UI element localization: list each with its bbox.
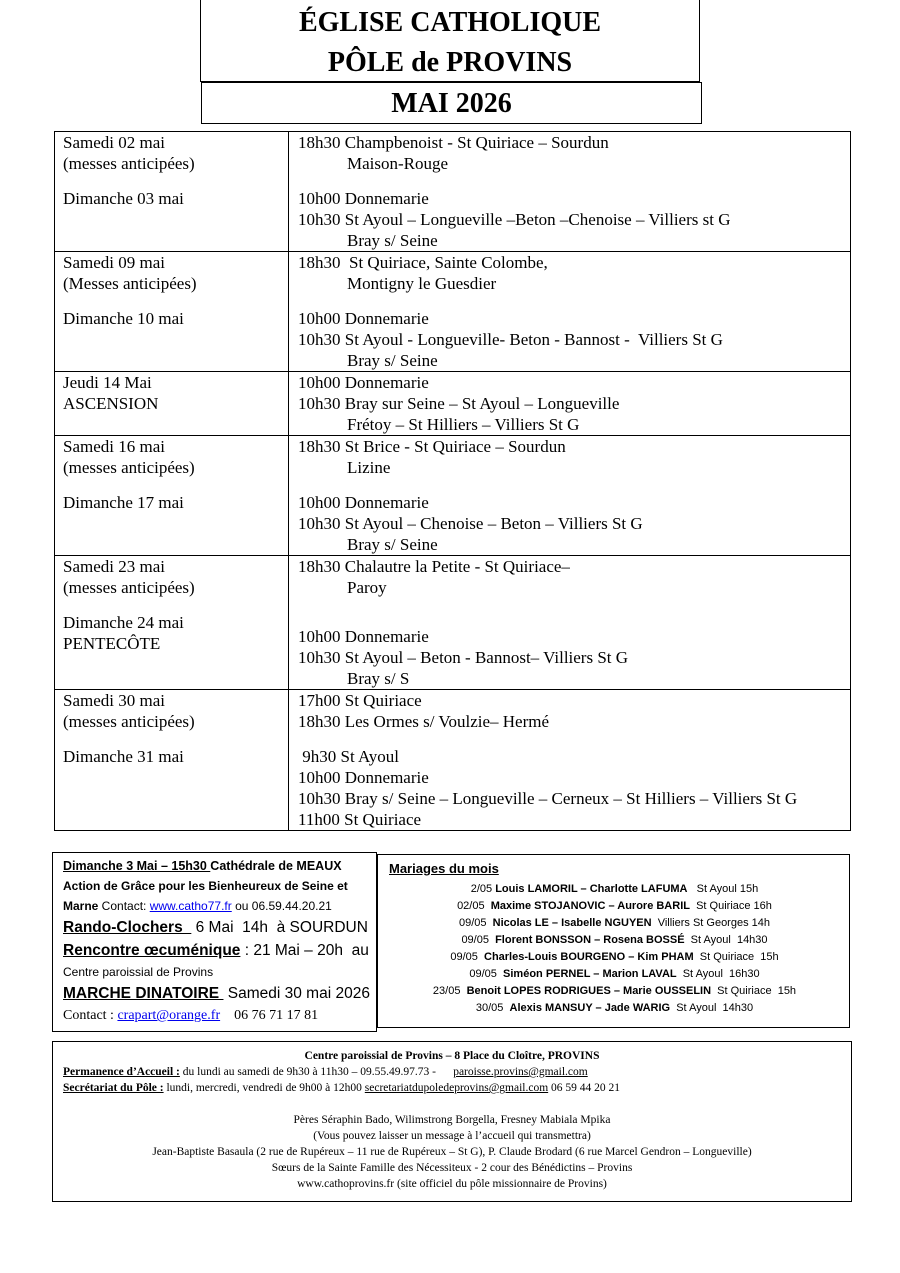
mariage-item (378, 915, 851, 932)
day-cell (55, 556, 289, 690)
mariage-item (378, 898, 851, 915)
soeurs-line: Sœurs de la Sainte Famille des Nécessiteux - 2 cour des Bénédictins – Provins (271, 1162, 633, 1174)
schedule-row (55, 252, 851, 372)
secretariat-email-link[interactable]: secretariatdupoledeprovins@gmail.com (364, 1082, 549, 1094)
mass-line: 18h30 Champbenoist - St Quiriace – Sourdun (298, 133, 609, 152)
mariage-date: 23/05 (432, 985, 467, 997)
event-meaux-place: Cathédrale de MEAUX (210, 859, 342, 873)
event-meaux-desc-1: Action de Grâce pour les Bienheureux de Seine et (63, 879, 348, 893)
mariage-place: St Quiriace 15h (711, 985, 797, 997)
mass-line: Bray s/ S (347, 669, 410, 688)
title-line-1: ÉGLISE CATHOLIQUE (298, 7, 602, 38)
mariage-names: Siméon PERNEL – Marion LAVAL (503, 968, 677, 980)
mass-line: 18h30 St Brice - St Quiriace – Sourdun (298, 437, 566, 456)
mass-line: 10h30 St Ayoul - Longueville- Beton - Bannost - Villiers St G (298, 330, 723, 349)
mass-line: 17h00 St Quiriace (298, 691, 422, 710)
day-label: Samedi 30 mai (63, 691, 165, 710)
mariage-date: 30/05 (475, 1002, 510, 1014)
day-label: (messes anticipées) (63, 458, 195, 477)
mass-line: 10h00 Donnemarie (298, 309, 429, 328)
website-line: www.cathoprovins.fr (site officiel du pôle missionnaire de Provins) (297, 1178, 607, 1190)
message-line: (Vous pouvez laisser un message à l’accueil qui transmettra) (313, 1130, 591, 1142)
mariage-item (378, 949, 851, 966)
day-label: Dimanche 24 mai (63, 613, 184, 632)
mass-line: Bray s/ Seine (347, 351, 438, 370)
schedule-row (55, 132, 851, 252)
mariage-item (378, 1000, 851, 1017)
spacer (63, 732, 288, 746)
day-label: Samedi 16 mai (63, 437, 165, 456)
permanence-line: Permanence d’Accueil : du lundi au samedi de 9h30 à 11h30 – 09.55.49.97.73 - paroisse.provins@gmail.com (63, 1066, 588, 1078)
mass-cell (289, 252, 851, 372)
mass-line: Bray s/ Seine (347, 535, 438, 554)
mariage-place: St Ayoul 14h30 (684, 934, 768, 946)
rando-clochers: Rando-Clochers 6 Mai 14h à SOURDUN (63, 919, 368, 936)
rencontre-place: Centre paroissial de Provins (63, 965, 214, 979)
day-label: Samedi 23 mai (63, 557, 165, 576)
mass-line: 10h30 St Ayoul – Longueville –Beton –Chenoise – Villiers st G (298, 210, 731, 229)
mass-line: 18h30 St Quiriace, Sainte Colombe, (298, 253, 548, 272)
month-title: MAI 2026 (201, 82, 702, 124)
spacer (298, 612, 850, 626)
mariage-item (378, 881, 851, 898)
mariage-place: St Ayoul 15h (687, 883, 759, 895)
mass-line: 10h30 St Ayoul – Beton - Bannost– Villiers St G (298, 648, 629, 667)
mass-line: Maison-Rouge (347, 154, 449, 173)
mass-cell (289, 690, 851, 831)
paroisse-email-link[interactable]: paroisse.provins@gmail.com (453, 1066, 588, 1078)
mass-line: 10h00 Donnemarie (298, 189, 429, 208)
mariage-place: St Quiriace 16h (689, 900, 772, 912)
mariage-date: 2/05 (470, 883, 496, 895)
day-label: Dimanche 31 mai (63, 747, 184, 766)
day-cell (55, 436, 289, 556)
day-cell (55, 132, 289, 252)
footer-box (52, 1041, 852, 1202)
event-meaux-desc-2: Marne Contact: www.catho77.fr ou 06.59.44.20.21 (63, 899, 332, 913)
day-label: (Messes anticipées) (63, 274, 197, 293)
events-box (52, 852, 377, 1032)
day-label: Dimanche 17 mai (63, 493, 184, 512)
mariage-names: Maxime STOJANOVIC – Aurore BARIL (490, 900, 690, 912)
spacer (63, 294, 288, 308)
mass-line: 10h00 Donnemarie (298, 493, 429, 512)
mariage-place: St Quiriace 15h (693, 951, 779, 963)
day-cell (55, 372, 289, 436)
mass-line: 18h30 Chalautre la Petite - St Quiriace– (298, 557, 570, 576)
spacer (298, 294, 850, 308)
rencontre-oecumenique: Rencontre œcuménique : 21 Mai – 20h au (63, 942, 369, 959)
mass-line: 10h00 Donnemarie (298, 768, 429, 787)
spacer (298, 598, 850, 612)
schedule-row (55, 690, 851, 831)
day-label: Dimanche 03 mai (63, 189, 184, 208)
mass-line: Montigny le Guesdier (347, 274, 497, 293)
mass-line: Frétoy – St Hilliers – Villiers St G (347, 415, 580, 434)
spacer (298, 732, 850, 746)
day-label: (messes anticipées) (63, 578, 195, 597)
mariage-item (378, 966, 851, 983)
contact-email-link[interactable]: crapart@orange.fr (117, 1008, 221, 1023)
catho77-link[interactable]: www.catho77.fr (149, 899, 232, 913)
mariages-box (377, 854, 850, 1028)
mariage-place: St Ayoul 14h30 (670, 1002, 754, 1014)
mariage-item (378, 983, 851, 1000)
mass-line: Paroy (347, 578, 387, 597)
day-label: PENTECÔTE (63, 634, 161, 653)
footer-title: Centre paroissial de Provins – 8 Place du Cloître, PROVINS (304, 1050, 600, 1062)
mass-line: 10h00 Donnemarie (298, 373, 429, 392)
day-cell (55, 252, 289, 372)
event-meaux-date: Dimanche 3 Mai – 15h30 (63, 859, 211, 873)
mariage-date: 09/05 (469, 968, 504, 980)
mariage-names: Charles-Louis BOURGENO – Kim PHAM (484, 951, 694, 963)
mass-cell (289, 556, 851, 690)
mariage-date: 09/05 (450, 951, 484, 963)
day-label: (messes anticipées) (63, 154, 195, 173)
title-line-2: PÔLE de PROVINS (327, 47, 573, 78)
mass-line: 10h00 Donnemarie (298, 627, 429, 646)
mariages-list (378, 881, 851, 1017)
day-label: Samedi 02 mai (63, 133, 165, 152)
mass-line: 10h30 Bray sur Seine – St Ayoul – Longueville (298, 394, 620, 413)
mariages-title: Mariages du mois (389, 861, 499, 876)
spacer (63, 478, 288, 492)
mariage-date: 09/05 (458, 917, 493, 929)
event-meaux-heading (63, 856, 376, 876)
day-label: (messes anticipées) (63, 712, 195, 731)
day-label: Samedi 09 mai (63, 253, 165, 272)
secretariat-line: Secrétariat du Pôle : lundi, mercredi, vendredi de 9h00 à 12h00 secretariatdupoledeprovins@gmail.com 06 59 44 20 21 (63, 1082, 621, 1094)
mariage-names: Nicolas LE – Isabelle NGUYEN (492, 917, 652, 929)
mariage-names: Alexis MANSUY – Jade WARIG (509, 1002, 671, 1014)
marche-dinatoire: MARCHE DINATOIRE Samedi 30 mai 2026 (63, 985, 370, 1002)
mass-line: 9h30 St Ayoul (298, 747, 399, 766)
spacer (63, 174, 288, 188)
mass-line: 18h30 Les Ormes s/ Voulzie– Hermé (298, 712, 550, 731)
schedule-row (55, 372, 851, 436)
mass-line: 10h30 Bray s/ Seine – Longueville – Cerneux – St Hilliers – Villiers St G (298, 789, 798, 808)
mass-cell (289, 436, 851, 556)
mass-line: 10h30 St Ayoul – Chenoise – Beton – Villiers St G (298, 514, 643, 533)
jb-line: Jean-Baptiste Basaula (2 rue de Rupéreux – 11 rue de Rupéreux – St G), P. Claude Brodard (6 rue Marcel Gendron – Longueville) (152, 1146, 752, 1158)
day-label: ASCENSION (63, 394, 159, 413)
mariage-item (378, 932, 851, 949)
mass-line: Lizine (347, 458, 391, 477)
priests-line: Pères Séraphin Bado, Wilimstrong Borgella, Fresney Mabiala Mpika (293, 1114, 611, 1126)
mass-cell (289, 372, 851, 436)
mariage-place: Villiers St Georges 14h (651, 917, 770, 929)
contact-line: Contact : crapart@orange.fr 06 76 71 17 81 (63, 1008, 319, 1023)
schedule-row (55, 556, 851, 690)
day-label: Jeudi 14 Mai (63, 373, 152, 392)
day-label: Dimanche 10 mai (63, 309, 184, 328)
mariage-date: 09/05 (461, 934, 496, 946)
mariage-names: Benoit LOPES RODRIGUES – Marie OUSSELIN (466, 985, 712, 997)
spacer (298, 174, 850, 188)
mass-cell (289, 132, 851, 252)
mariage-names: Florent BONSSON – Rosena BOSSÉ (495, 934, 685, 946)
mass-line: 11h00 St Quiriace (298, 810, 422, 829)
mariage-date: 02/05 (457, 900, 491, 912)
mass-schedule-table (54, 131, 851, 831)
mariage-names: Louis LAMORIL – Charlotte LAFUMA (495, 883, 688, 895)
title-box (200, 0, 700, 82)
mariage-place: St Ayoul 16h30 (676, 968, 760, 980)
schedule-row (55, 436, 851, 556)
spacer (298, 478, 850, 492)
spacer (63, 598, 288, 612)
mass-line: Bray s/ Seine (347, 231, 438, 250)
day-cell (55, 690, 289, 831)
